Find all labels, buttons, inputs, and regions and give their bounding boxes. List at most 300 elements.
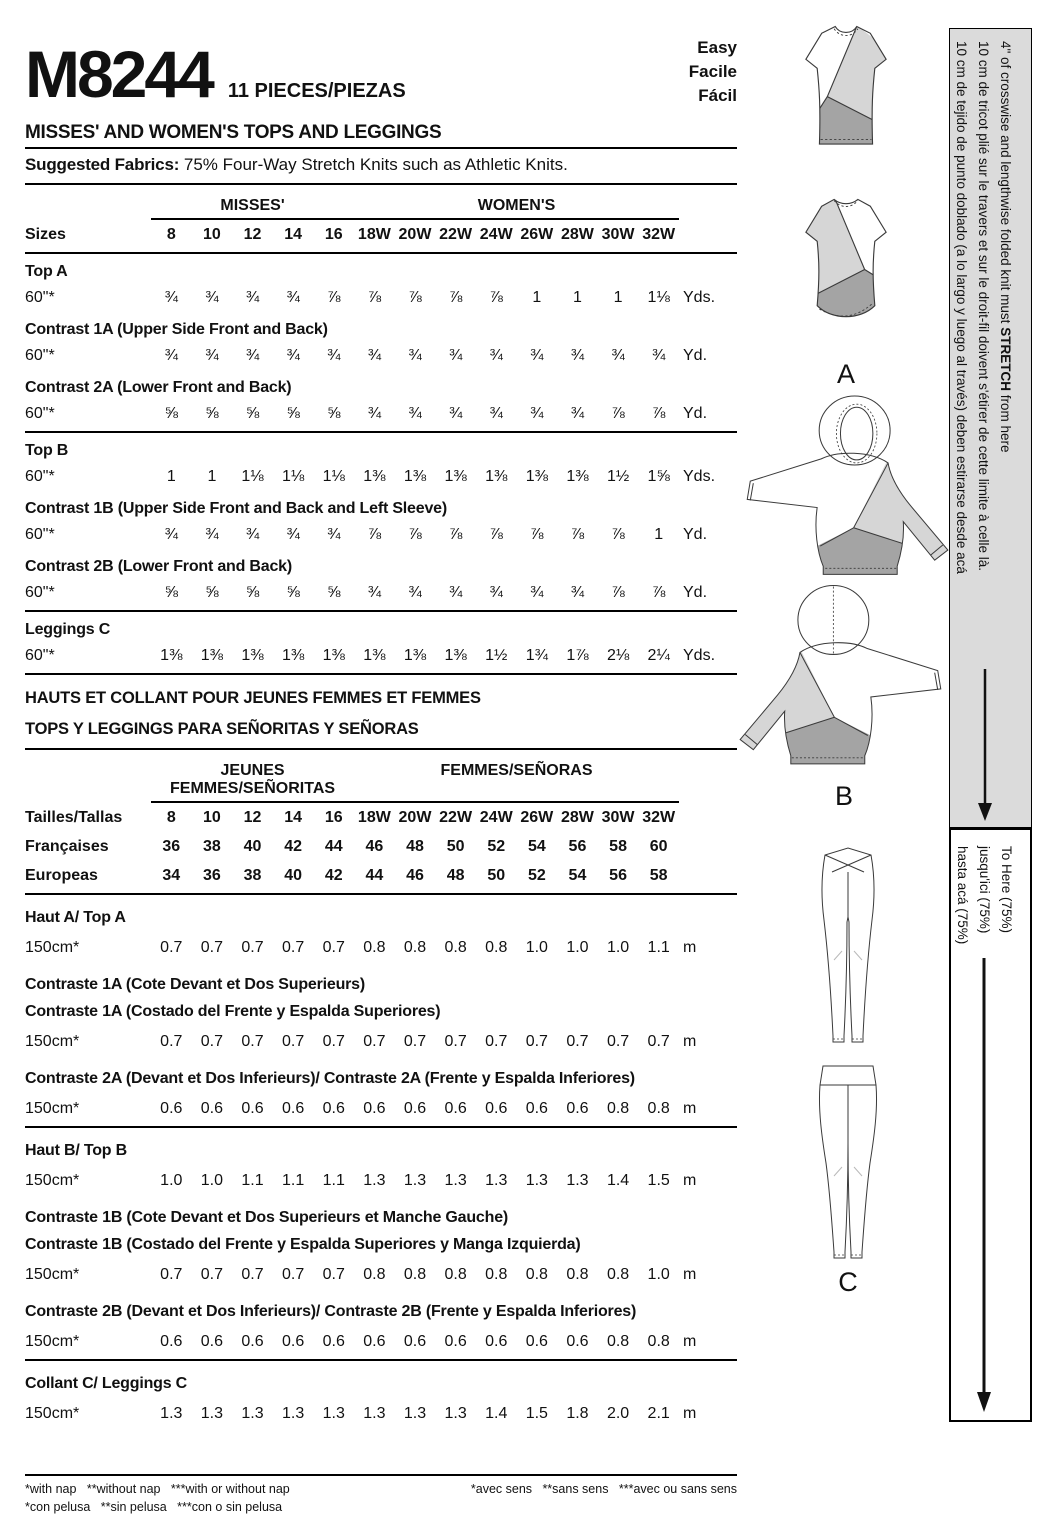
metric-row — [25, 933, 737, 962]
fabric-width: 150cm* — [25, 1099, 80, 1117]
footnotes — [25, 1474, 737, 1514]
yardage-value: 2⅛ — [606, 646, 630, 664]
yardage-value: ¾ — [286, 346, 300, 364]
yardage-value: ⅝ — [205, 583, 219, 601]
title-spanish: TOPS Y LEGGINGS PARA SEÑORITAS Y SEÑORAS — [25, 720, 419, 738]
yardage-value: ¾ — [489, 583, 503, 601]
yardage-value: 1⅜ — [485, 467, 508, 485]
yardage-value: ⅝ — [164, 404, 178, 422]
garment-label-contrast-2a: Contrast 2A (Lower Front and Back) — [25, 379, 292, 396]
unit: Yd. — [683, 346, 708, 364]
size-value: 34 — [162, 866, 181, 884]
metric-value: 0.6 — [403, 1099, 427, 1117]
fabric-width: 150cm* — [25, 1171, 80, 1189]
figure-label-c: C — [838, 1267, 858, 1297]
francaises-label: Françaises — [25, 837, 109, 855]
metric-value: 0.8 — [363, 938, 386, 956]
yardage-value: 1½ — [606, 467, 630, 485]
yardage-value: 1⅝ — [647, 467, 670, 485]
unit: Yd. — [683, 583, 708, 601]
yardage-value: ⅞ — [408, 288, 422, 306]
yardage-value: 2¼ — [647, 646, 670, 664]
metric-value: 0.8 — [606, 1332, 630, 1350]
metric-value: 1.5 — [647, 1171, 670, 1189]
yardage-value: ¾ — [245, 346, 260, 364]
fabric-width: 60"* — [25, 525, 55, 543]
size-value: 26W — [520, 808, 554, 826]
size-value: 40 — [284, 866, 303, 884]
metric-value: 0.7 — [160, 938, 183, 956]
metric-value: 0.7 — [241, 1265, 264, 1283]
yardage-value: 1⅜ — [403, 467, 427, 485]
yardage-value: ¾ — [530, 346, 544, 364]
stretch-gauge-box — [949, 28, 1032, 828]
footnote-french: *avec sens **sans sens ***avec ou sans sens — [470, 1482, 737, 1496]
yardage-value: 1 — [207, 467, 217, 485]
garment-label-leggings-c: Leggings C — [25, 621, 111, 638]
size-value: 30W — [601, 225, 635, 243]
yardage-value: 1⅛ — [322, 467, 345, 485]
metric-value: 0.7 — [606, 1032, 630, 1050]
yardage-value: 1⅜ — [566, 467, 589, 485]
metric-value: 0.6 — [363, 1332, 386, 1350]
yardage-value: ⅝ — [164, 583, 178, 601]
size-value: 56 — [568, 837, 587, 855]
size-value: 18W — [357, 225, 391, 243]
yardage-value: 1⅜ — [160, 646, 183, 664]
fabric-width: 60"* — [25, 346, 55, 364]
size-value: 20W — [398, 808, 432, 826]
fabric-width: 60"* — [25, 288, 55, 306]
yardage-value: 1 — [573, 288, 582, 306]
difficulty-fr: Facile — [688, 62, 737, 81]
garment-label-contraste-2a: Contraste 2A (Devant et Dos Inferieurs)/ Contraste 2A (Frente y Espalda Inferiores) — [25, 1070, 635, 1087]
size-value: 12 — [243, 808, 262, 826]
metric-value: 0.8 — [403, 1265, 427, 1283]
size-value: 48 — [446, 866, 465, 884]
yardage-value: 1⅜ — [241, 646, 264, 664]
size-value: 32W — [642, 808, 676, 826]
metric-row — [25, 1027, 737, 1056]
yardage-value: 1 — [166, 467, 176, 485]
francaises-row — [25, 832, 737, 861]
fabric-width: 60"* — [25, 404, 55, 422]
pieces-count: 11 PIECES/PIEZAS — [227, 80, 406, 102]
size-value: 14 — [284, 808, 303, 826]
down-arrow-icon — [978, 669, 992, 821]
yardage-value: ¾ — [327, 525, 341, 543]
yardage-value: ¾ — [286, 288, 300, 306]
figure-top-a — [781, 22, 911, 390]
yardage-value: ¾ — [408, 404, 422, 422]
metric-value: 0.7 — [160, 1265, 183, 1283]
yardage-value: ⅝ — [327, 583, 341, 601]
size-value: 8 — [166, 225, 176, 243]
metric-value: 0.7 — [282, 938, 305, 956]
metric-value: 0.8 — [403, 938, 427, 956]
yardage-row — [25, 641, 737, 670]
fabric-width: 150cm* — [25, 1332, 80, 1350]
yardage-value: ⅝ — [245, 583, 260, 601]
metric-value: 1.1 — [322, 1171, 345, 1189]
metric-value: 0.8 — [363, 1265, 386, 1283]
metric-value: 1.4 — [485, 1404, 508, 1422]
fabric-width: 150cm* — [25, 938, 80, 956]
yardage-value: ⅞ — [448, 525, 463, 543]
garment-label-contrast-1a: Contrast 1A (Upper Side Front and Back) — [25, 321, 328, 338]
yardage-value: ⅞ — [489, 288, 503, 306]
metric-value: 1.3 — [444, 1404, 467, 1422]
yardage-table-metric — [25, 762, 737, 1428]
foreign-titles — [25, 675, 737, 745]
metric-value: 0.8 — [525, 1265, 548, 1283]
size-value: 38 — [203, 837, 221, 855]
europeas-label: Europeas — [25, 866, 98, 884]
size-value: 54 — [568, 866, 587, 884]
yardage-value: ⅞ — [489, 525, 503, 543]
sizes-cells — [151, 226, 679, 244]
yardage-value: ¾ — [448, 404, 463, 422]
yardage-value: ¾ — [489, 346, 503, 364]
group-header-misses: MISSES' — [151, 197, 354, 220]
sizes-row — [25, 220, 737, 249]
to-here-spanish: hasta acá (75%) — [955, 846, 970, 945]
metric-row — [25, 1399, 737, 1428]
size-value: 8 — [166, 808, 176, 826]
metric-value: 0.7 — [485, 1032, 508, 1050]
yardage-value: 1½ — [485, 646, 508, 664]
tailles-label: Tailles/Tallas — [25, 808, 123, 826]
metric-value: 1.3 — [160, 1404, 183, 1422]
yardage-value: 1⅜ — [444, 467, 467, 485]
size-value: 42 — [324, 866, 343, 884]
yardage-value: ⅝ — [286, 583, 300, 601]
suggested-fabrics-text: 75% Four-Way Stretch Knits such as Athletic Knits. — [179, 155, 568, 174]
size-value: 32W — [642, 225, 676, 243]
garment-label-haut-b: Haut B/ Top B — [25, 1142, 127, 1159]
metric-value: 0.7 — [444, 1032, 467, 1050]
yardage-value: ¾ — [245, 288, 260, 306]
fabric-width: 150cm* — [25, 1265, 80, 1283]
fabric-width: 60"* — [25, 646, 55, 664]
yardage-value: ¾ — [205, 525, 219, 543]
yardage-value: ¾ — [164, 288, 178, 306]
difficulty-levels — [689, 36, 737, 108]
yardage-value: ¾ — [570, 404, 585, 422]
stretch-line-spanish: 10 cm de tejido de punto doblado (a lo largo y luego al través) deben estirarse desde acá — [954, 41, 969, 574]
yardage-value: ¾ — [448, 583, 463, 601]
metric-value: 1.3 — [485, 1171, 508, 1189]
yardage-value: 1⅜ — [322, 646, 345, 664]
metric-value: 0.7 — [566, 1032, 589, 1050]
title-french: HAUTS ET COLLANT POUR JEUNES FEMMES ET FEMMES — [25, 689, 481, 707]
yardage-value: ¾ — [367, 346, 382, 364]
yardage-value: 1⅞ — [566, 646, 589, 664]
unit: m — [683, 1404, 697, 1422]
size-value: 38 — [243, 866, 262, 884]
yardage-value: ¾ — [611, 346, 625, 364]
metric-value: 1.0 — [606, 938, 630, 956]
metric-value: 0.8 — [444, 1265, 467, 1283]
metric-value: 1.5 — [525, 1404, 548, 1422]
yardage-value: ⅝ — [245, 404, 260, 422]
yardage-value: ⅝ — [286, 404, 300, 422]
size-value: 10 — [203, 808, 221, 826]
garment-label-contraste-1b: Contraste 1B (Cote Devant et Dos Superieurs et Manche Gauche) Contraste 1B (Costado del Frente y Espalda Superiores y Manga Izquierda) — [25, 1209, 581, 1253]
unit: m — [683, 1171, 697, 1189]
yardage-table-imperial — [25, 197, 737, 675]
yardage-value: ⅞ — [611, 525, 625, 543]
metric-value: 0.6 — [322, 1332, 345, 1350]
metric-value: 1.3 — [322, 1404, 345, 1422]
to-here-box — [949, 828, 1032, 1422]
metric-value: 1.1 — [647, 938, 670, 956]
metric-value: 0.6 — [282, 1099, 305, 1117]
yardage-value: ¾ — [570, 346, 585, 364]
pattern-number: M8244 — [25, 37, 212, 111]
metric-value: 1.4 — [606, 1171, 630, 1189]
metric-value: 0.7 — [200, 938, 224, 956]
unit: Yds. — [683, 288, 716, 306]
metric-value: 0.7 — [363, 1032, 386, 1050]
metric-value: 1.3 — [363, 1171, 386, 1189]
yardage-value: 1⅜ — [363, 646, 386, 664]
yardage-value: ⅝ — [205, 404, 219, 422]
yardage-value: ¾ — [286, 525, 300, 543]
unit: Yd. — [683, 525, 708, 543]
metric-value: 0.8 — [485, 1265, 508, 1283]
header — [25, 34, 737, 114]
metric-value: 0.7 — [403, 1032, 427, 1050]
stretch-line-french: 10 cm de tricot plié sur le travers et sur le droit-fil doivent s'étirer de cette limite à celle là. — [976, 41, 991, 572]
metric-value: 1.8 — [566, 1404, 589, 1422]
suggested-fabrics-label: Suggested Fabrics: — [25, 155, 180, 174]
metric-value: 0.6 — [200, 1332, 224, 1350]
yardage-value: 1⅜ — [525, 467, 548, 485]
size-value: 46 — [365, 837, 384, 855]
metric-value: 1.0 — [566, 938, 589, 956]
size-value: 44 — [324, 837, 343, 855]
metric-value: 0.6 — [160, 1099, 183, 1117]
metric-value: 1.3 — [525, 1171, 548, 1189]
yardage-value: ¾ — [448, 346, 463, 364]
figure-leggings-c — [798, 842, 898, 1298]
metric-value: 0.6 — [363, 1099, 386, 1117]
size-value: 22W — [439, 808, 473, 826]
size-value: 42 — [284, 837, 303, 855]
sizes-label: Sizes — [25, 225, 66, 243]
yardage-value: 1 — [654, 525, 664, 543]
size-value: 24W — [479, 808, 513, 826]
size-value: 48 — [406, 837, 424, 855]
size-value: 26W — [520, 225, 554, 243]
metric-value: 1.1 — [241, 1171, 264, 1189]
size-value: 54 — [527, 837, 546, 855]
metric-value: 0.6 — [241, 1099, 264, 1117]
size-value: 28W — [561, 225, 594, 243]
divider — [25, 183, 737, 185]
yardage-value: ¾ — [570, 583, 585, 601]
size-value: 50 — [446, 837, 465, 855]
metric-value: 0.7 — [282, 1032, 305, 1050]
yardage-value: ⅞ — [448, 288, 463, 306]
stretch-line-english: 4" of crosswise and lengthwise folded knit must STRETCH from here — [998, 41, 1013, 453]
metric-row — [25, 1166, 737, 1195]
metric-value: 0.7 — [160, 1032, 183, 1050]
size-group-header-row-metric — [25, 762, 737, 803]
yardage-value: ¾ — [245, 525, 260, 543]
metric-value: 0.6 — [525, 1332, 548, 1350]
fabric-width: 60"* — [25, 467, 55, 485]
yardage-value: ¾ — [164, 346, 178, 364]
garment-label-top-b: Top B — [25, 442, 69, 459]
figure-hoodie-b — [740, 392, 948, 812]
figure-label-a: A — [836, 359, 855, 389]
metric-value: 1.3 — [444, 1171, 467, 1189]
size-value: 52 — [527, 866, 546, 884]
yardage-value: 1 — [532, 288, 542, 306]
metric-value: 0.6 — [566, 1332, 589, 1350]
unit: m — [683, 1032, 697, 1050]
size-value: 56 — [609, 866, 627, 884]
size-value: 20W — [398, 225, 432, 243]
metric-value: 0.8 — [647, 1332, 670, 1350]
hoodie-b-line-art — [740, 392, 948, 774]
yardage-row — [25, 462, 737, 491]
metric-row — [25, 1094, 737, 1123]
down-arrow-icon — [977, 958, 991, 1412]
unit: Yds. — [683, 646, 716, 664]
garment-label-contraste-1a: Contraste 1A (Cote Devant et Dos Superieurs) Contraste 1A (Costado del Frente y Espalda Superiores) — [25, 976, 441, 1020]
metric-value: 0.7 — [241, 938, 264, 956]
group-header-femmes: FEMMES/SEÑORAS — [354, 762, 679, 803]
fabric-width: 150cm* — [25, 1032, 80, 1050]
size-value: 58 — [649, 866, 668, 884]
yardage-value: ⅞ — [367, 525, 382, 543]
metric-value: 0.7 — [200, 1032, 224, 1050]
to-here-english: To Here (75%) — [999, 846, 1014, 934]
suggested-fabrics — [25, 149, 737, 180]
unit: m — [683, 1332, 697, 1350]
yardage-value: 1⅛ — [282, 467, 305, 485]
metric-value: 1.3 — [282, 1404, 305, 1422]
yardage-value: ¾ — [164, 525, 178, 543]
metric-value: 0.6 — [241, 1332, 264, 1350]
yardage-value: ⅞ — [652, 583, 666, 601]
yardage-value: ⅞ — [408, 525, 422, 543]
figure-label-b: B — [834, 781, 853, 811]
size-group-header-row — [25, 197, 737, 220]
metric-value: 0.7 — [647, 1032, 670, 1050]
size-value: 58 — [609, 837, 627, 855]
main-content — [25, 0, 737, 1514]
metric-value: 1.3 — [241, 1404, 264, 1422]
europeas-row — [25, 861, 737, 890]
yardage-value: 1⅜ — [403, 646, 427, 664]
yardage-value: 1⅜ — [444, 646, 467, 664]
yardage-value: ¾ — [489, 404, 503, 422]
metric-value: 1.3 — [403, 1171, 427, 1189]
document-title: MISSES' AND WOMEN'S TOPS AND LEGGINGS — [25, 122, 442, 143]
yardage-value: ¾ — [327, 346, 341, 364]
metric-value: 0.8 — [444, 938, 467, 956]
metric-value: 0.6 — [444, 1099, 467, 1117]
metric-value: 1.3 — [566, 1171, 589, 1189]
metric-value: 1.0 — [525, 938, 548, 956]
fabric-width: 150cm* — [25, 1404, 80, 1422]
yardage-value: ⅞ — [652, 404, 666, 422]
yardage-value: ¾ — [530, 583, 544, 601]
metric-value: 0.7 — [322, 1265, 345, 1283]
size-value: 16 — [324, 225, 343, 243]
yardage-value: ¾ — [530, 404, 544, 422]
group-header-jeunes-femmes: JEUNES FEMMES/SEÑORITAS — [151, 762, 354, 803]
metric-value: 0.6 — [485, 1332, 508, 1350]
yardage-value: ⅞ — [570, 525, 585, 543]
metric-row — [25, 1260, 737, 1289]
garment-label-contrast-1b: Contrast 1B (Upper Side Front and Back and Left Sleeve) — [25, 500, 447, 517]
yardage-value: 1⅜ — [200, 646, 224, 664]
size-value: 28W — [561, 808, 594, 826]
size-value: 22W — [439, 225, 473, 243]
size-value: 60 — [649, 837, 668, 855]
metric-value: 0.6 — [525, 1099, 548, 1117]
fabric-width: 60"* — [25, 583, 55, 601]
metric-row — [25, 1327, 737, 1356]
yardage-value: ⅞ — [327, 288, 341, 306]
metric-value: 0.6 — [200, 1099, 224, 1117]
metric-value: 1.3 — [403, 1404, 427, 1422]
yardage-row — [25, 578, 737, 607]
difficulty-es: Fácil — [698, 86, 737, 105]
yardage-value: 1⅜ — [282, 646, 305, 664]
metric-value: 0.8 — [647, 1099, 670, 1117]
yardage-row — [25, 283, 737, 312]
yardage-value: 1 — [613, 288, 623, 306]
metric-value: 0.6 — [403, 1332, 427, 1350]
size-value: 46 — [406, 866, 424, 884]
yardage-value: 1⅛ — [647, 288, 670, 306]
yardage-value: ¾ — [408, 346, 422, 364]
size-value: 14 — [284, 225, 303, 243]
metric-value: 0.8 — [606, 1099, 630, 1117]
yardage-value: ⅞ — [611, 404, 625, 422]
garment-label-contraste-2b: Contraste 2B (Devant et Dos Inferieurs)/ Contraste 2B (Frente y Espalda Inferiores) — [25, 1303, 637, 1320]
size-value: 50 — [487, 866, 506, 884]
yardage-value: 1¾ — [525, 646, 548, 664]
metric-value: 2.1 — [647, 1404, 670, 1422]
yardage-value: ⅞ — [367, 288, 382, 306]
metric-value: 0.7 — [322, 1032, 345, 1050]
footnote-english: *with nap **without nap ***with or without nap — [25, 1482, 290, 1496]
top-a-line-art — [781, 22, 911, 352]
metric-value: 0.6 — [485, 1099, 508, 1117]
metric-value: 0.6 — [566, 1099, 589, 1117]
yardage-value: ¾ — [205, 346, 219, 364]
metric-value: 2.0 — [606, 1404, 630, 1422]
metric-value: 0.7 — [525, 1032, 548, 1050]
size-value: 44 — [365, 866, 384, 884]
yardage-value: ¾ — [408, 583, 422, 601]
group-header-womens: WOMEN'S — [354, 197, 679, 220]
size-value: 52 — [487, 837, 506, 855]
metric-value: 0.6 — [282, 1332, 305, 1350]
yardage-value: ¾ — [652, 346, 666, 364]
tailles-row — [25, 803, 737, 832]
size-value: 36 — [162, 837, 181, 855]
metric-value: 1.0 — [200, 1171, 224, 1189]
size-value: 12 — [243, 225, 262, 243]
